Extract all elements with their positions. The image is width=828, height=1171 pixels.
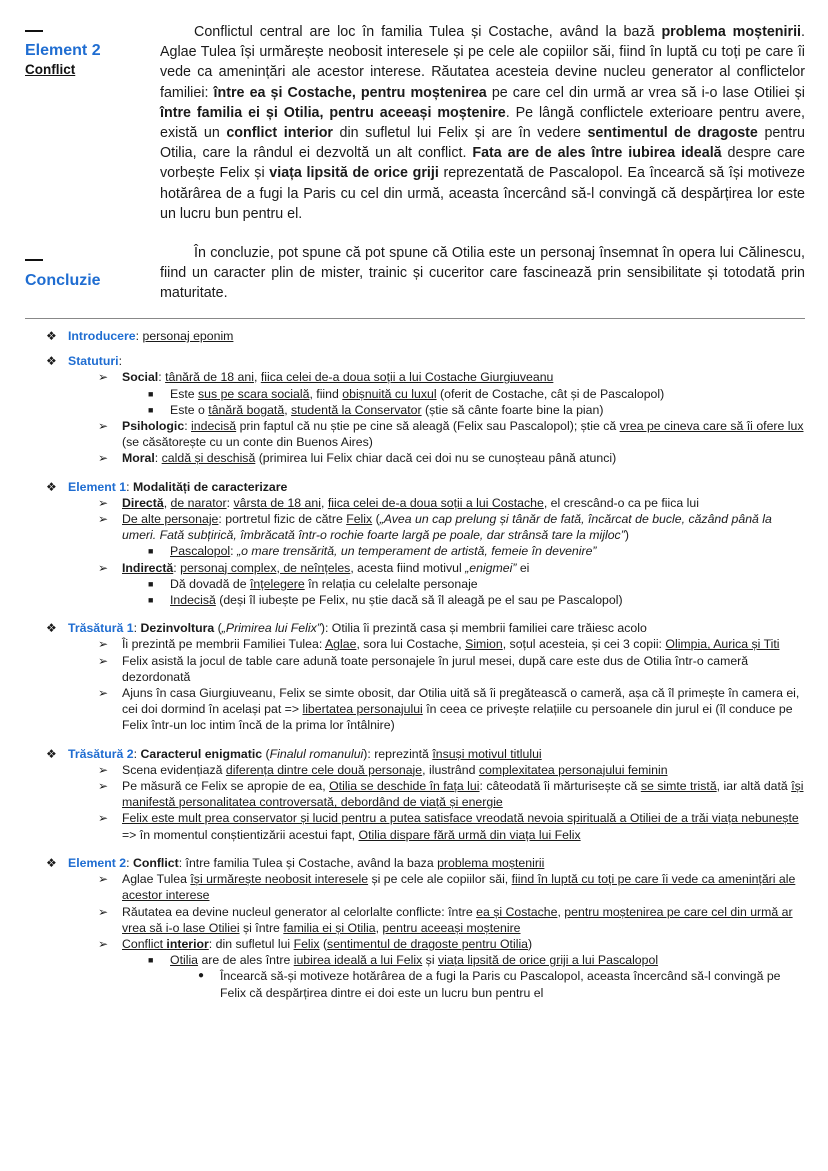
outline-text: însuși motivul titlului [432, 746, 542, 761]
outline-text: și între [239, 920, 284, 935]
outline-text: Modalități de caracterizare [132, 479, 288, 494]
paragraph-text: În concluzie, pot spune că pot spune că Otilia este un personaj însemnat în opera lui Călinescu, fiind un caracter plin de mister, trainic și cuceritor care fascinează prin sensibilitate și totodată prin maturitate. [160, 245, 805, 302]
outline-text: Moral [122, 451, 155, 466]
outline-item-level-0 [46, 353, 808, 369]
bold-text: între familia ei și Otilia, pentru aceeași moștenire [160, 104, 506, 121]
outline-text: Introducere [68, 329, 136, 343]
outline-item-level-1 [98, 450, 808, 466]
outline-text: complexitatea personajului feminin [478, 762, 668, 777]
bullet-icon: ■ [148, 595, 154, 606]
outline-text: iubirea ideală a lui Felix [293, 953, 423, 968]
bullet-icon: ➢ [98, 762, 109, 777]
bullet-icon: ➢ [98, 936, 109, 951]
outline-text: Directă [122, 495, 164, 510]
bullet-icon: ❖ [46, 746, 57, 761]
outline-text: personaj eponim [142, 329, 234, 343]
outline-text: : [126, 855, 133, 870]
outline-item-level-2 [148, 592, 800, 608]
outline-item-level-2 [148, 576, 800, 592]
outline-text: înțelegere [250, 576, 305, 591]
outline-text: Trăsătură 1 [68, 621, 134, 636]
outline-text: Încearcă să-și motiveze hotărârea de a fugi la Paris cu Pascalopol, aceasta încercând să-l convingă pe Felix că despărțirea dintre ei doi este un lucru bun pentru el [220, 969, 781, 1000]
outline-text: : [133, 746, 141, 761]
outline-text: Felix este mult prea conservator și lucid pentru a putea satisface vreodată nevoia spirituală a Otiliei de a trăi viața nebunește [122, 811, 799, 826]
section-label: Concluzie [25, 272, 101, 289]
outline-text: în ceea ce privește relațiile cu persoanele din jurul ei (îl conduce pe Felix într-un loc intim încă de la prima lor întâlnire) [122, 702, 793, 733]
bullet-icon: ➢ [98, 512, 109, 527]
outline-text: : [154, 451, 162, 466]
outline-item-level-1 [98, 778, 808, 810]
outline-text: : [226, 495, 234, 510]
outline-text: își urmărește neobosit interesele [190, 872, 369, 887]
paragraph-text: reprezentată de Pascalopol. Ea încearcă să își motiveze hotărârea de a fugi la Paris cu cel din urmă, aceasta încercând să-l convingă că despărțirea lor este un lucru bun pentru el. [160, 165, 805, 222]
bullet-icon: ➢ [98, 419, 109, 434]
outline-text: ei [516, 560, 530, 575]
outline-text: Indecisă [170, 593, 216, 608]
outline-text: Pascalopol [170, 544, 231, 559]
outline-text: : [184, 419, 192, 434]
outline-text: studentă la Conservator [291, 402, 422, 417]
outline-text: vârsta de 18 ani [233, 495, 321, 510]
bullet-icon: ➢ [98, 811, 109, 826]
outline-item-level-0 [46, 746, 808, 762]
outline-item-level-1 [98, 871, 808, 903]
bullet-icon: ➢ [98, 904, 109, 919]
bold-text: între ea și Costache, pentru moștenirea [213, 84, 487, 101]
outline-text: prin faptul că nu știe pe cine să aleagă (Felix sau Pascalopol); știe că [236, 419, 620, 434]
outline-text: ): Otilia îi prezintă casa și membrii familiei care trăiesc acolo [320, 621, 647, 636]
outline-text: ): reprezintă [363, 746, 433, 761]
bullet-icon: ❖ [46, 855, 57, 870]
outline-text: sus pe scara socială [198, 386, 310, 401]
outline-text: ( [262, 746, 270, 761]
outline-text: , fiind [309, 386, 343, 401]
outline-text: Aglae [324, 637, 357, 652]
outline-item-level-2 [148, 543, 800, 559]
bullet-icon: ■ [148, 546, 154, 557]
outline-text: : [135, 329, 143, 343]
outline-text: , [253, 370, 261, 385]
outline-text: => în momentul conștientizării acestui fapt, [122, 827, 359, 842]
outline-text: Otilia se deschide în fața lui [329, 779, 480, 794]
outline-text: Conflict [132, 855, 179, 870]
outline-text: caldă și deschisă [161, 451, 256, 466]
outline-text: (se căsătorește cu un conte din Buenos Aires) [122, 435, 373, 450]
outline-text: , soțul acesteia, și cei 3 copii: [502, 637, 666, 652]
outline-text: Psihologic [122, 419, 185, 434]
outline-text: (știe să cânte foarte bine la pian) [421, 402, 604, 417]
section-paragraph [160, 243, 805, 304]
outline-text: : portretul fizic de către [218, 512, 347, 527]
outline-notes [0, 326, 828, 1001]
outline-item-level-1 [98, 636, 808, 652]
paragraph-text: despre care vorbește Felix și [160, 145, 805, 182]
outline-text: Otilia [170, 953, 199, 968]
outline-text: ea și Costache [476, 904, 558, 919]
outline-item-level-0 [46, 620, 808, 636]
outline-text: : între familia Tulea și Costache, având la baza [178, 855, 438, 870]
outline-text: , el crescând-o ca pe fiica lui [543, 495, 699, 510]
outline-text: , [163, 495, 171, 510]
outline-text: interior [166, 936, 209, 951]
outline-text: sentimentul de dragoste pentru Otilia [327, 936, 529, 951]
outline-text: Felix [346, 512, 373, 527]
outline-text: Dă dovadă de [170, 576, 250, 591]
outline-text: (oferit de Costache, cât și de Pascalopol) [436, 386, 665, 401]
outline-text: indecisă [191, 419, 237, 434]
paragraph-text: pe care cel din urmă ar vrea să i-o lase Otiliei și [486, 84, 805, 101]
outline-text: Felix [293, 936, 320, 951]
paragraph-text: . Aglae Tulea își urmărește neobosit interesele și pe cele ale copiilor săi, fiind în luptă cu toți pe care îi vede ca amenințări ale acestor interese. Răutatea acesteia devine nucleu generator al conflictelor familiei: [160, 24, 805, 101]
outline-text: : [230, 544, 238, 559]
outline-item-level-1 [98, 762, 808, 778]
bullet-icon: ■ [148, 404, 154, 415]
bullet-icon: ■ [148, 578, 154, 589]
bullet-icon: ➢ [98, 495, 109, 510]
dash-divider [25, 30, 43, 32]
outline-text: , sora lui Costache, [356, 637, 466, 652]
outline-item-level-0 [46, 855, 808, 871]
outline-text: Otilia dispare fără urmă din viața lui Felix [358, 827, 581, 842]
outline-text: : [133, 621, 141, 636]
outline-text: : [173, 560, 181, 575]
dash-divider [25, 259, 43, 261]
paragraph-text: . Pe lângă conflictele exterioare pentru avere, există un [160, 104, 805, 142]
outline-text: Indirectă [122, 560, 174, 575]
outline-text: De alte personaje [122, 512, 219, 527]
outline-text: Dezinvoltura [140, 621, 215, 636]
outline-text: , [375, 920, 383, 935]
outline-text: Finalul romanului [269, 746, 364, 761]
outline-text: Trăsătură 2 [68, 746, 134, 761]
outline-text: vrea pe cineva care să îi ofere lux [619, 419, 804, 434]
section-label: Element 2 [25, 42, 101, 59]
outline-text: Social [122, 370, 159, 385]
bold-text: viața lipsită de orice griji [269, 165, 439, 182]
outline-text: Felix asistă la jocul de table care adună toate personajele în jurul mesei, după care este dus de Otilia într-o cameră dezordonată [122, 653, 749, 684]
outline-text: , acesta fiind motivul [350, 560, 466, 575]
outline-text: (primirea lui Felix chiar dacă cei doi nu se cunoșteau până atunci) [255, 451, 617, 466]
outline-text: își manifestă personalitatea controversată, debordând de viață și energie [122, 779, 804, 810]
outline-item-level-0 [46, 479, 808, 495]
outline-item-level-1 [98, 685, 808, 734]
outline-item-level-1 [98, 653, 808, 685]
bullet-icon: ❖ [46, 354, 57, 369]
bullet-icon: ➢ [98, 451, 109, 466]
outline-text: Olimpia, Aurica și Titi [665, 637, 780, 652]
outline-item-level-1 [98, 936, 808, 952]
outline-text: și pe cele ale copiilor săi, [368, 872, 512, 887]
paragraph-text: din sufletul lui Felix și are în vedere [333, 125, 588, 142]
outline-text: tânără bogată [208, 402, 285, 417]
outline-text: : [158, 370, 166, 385]
outline-text: tânără de 18 ani [165, 370, 254, 385]
section-sublabel: Conflict [25, 62, 76, 77]
outline-text: „Primirea lui Felix” [221, 621, 321, 636]
outline-text: Statuturi [68, 354, 119, 369]
bold-text: problema moștenirii [661, 24, 802, 40]
outline-text: Pe măsură ce Felix se apropie de ea, [122, 779, 330, 794]
bullet-icon: ■ [148, 388, 154, 399]
outline-text: se simte tristă [640, 779, 717, 794]
bullet-icon: ❖ [46, 329, 57, 343]
outline-text: Este [170, 386, 199, 401]
section-side-label [25, 259, 150, 291]
outline-text: : [126, 479, 133, 494]
outline-text: obișnuită cu luxul [342, 386, 437, 401]
outline-text: Element 1 [68, 479, 127, 494]
bold-text: Fata are de ales între iubirea ideală [472, 145, 722, 162]
outline-text: are de ales între [198, 953, 294, 968]
bullet-icon: ❖ [46, 621, 57, 636]
section-side-label [25, 30, 150, 79]
outline-item-level-1 [98, 560, 808, 576]
outline-text: de narator [170, 495, 227, 510]
outline-text: , ilustrând [422, 762, 479, 777]
paragraph-text: Conflictul central are loc în familia Tulea și Costache, având la bază [194, 24, 662, 40]
bullet-icon: ➢ [98, 653, 109, 668]
bold-text: sentimentul de dragoste [587, 125, 758, 142]
bullet-icon: ■ [148, 955, 154, 966]
outline-text: , [284, 402, 292, 417]
outline-item-level-1 [98, 495, 808, 511]
outline-item-level-1 [98, 418, 808, 450]
outline-text: ( [214, 621, 222, 636]
bullet-icon: ➢ [98, 637, 109, 652]
outline-text: Element 2 [68, 855, 127, 870]
outline-text: fiind în luptă cu toți pe care îi vede ca amenințări ale acestor interese [122, 872, 796, 903]
outline-text: Aglae Tulea [122, 872, 191, 887]
outline-text: Scena evidențiază [122, 762, 226, 777]
outline-text: și [422, 953, 438, 968]
outline-text: Ajuns în casa Giurgiuveanu, Felix se simte obosit, dar Otilia uită să îi pregătească o cameră, așa că îl primește în camera ei, cei doi dormind în același pat => [122, 686, 800, 717]
bullet-icon: ➢ [98, 779, 109, 794]
outline-text: personaj complex, de neînțeles [180, 560, 351, 575]
outline-item-level-3 [198, 968, 800, 1000]
outline-text: Simion [465, 637, 503, 652]
outline-item-level-1 [98, 511, 808, 543]
outline-item-level-2 [148, 402, 800, 418]
outline-text: în relația cu celelalte personaje [304, 576, 478, 591]
outline-item-level-1 [98, 904, 808, 936]
outline-text: : [118, 354, 122, 369]
outline-text: fiica celei de-a doua soții a lui Costache Giurgiuveanu [260, 370, 554, 385]
outline-item-level-1 [98, 810, 808, 842]
bullet-icon: ➢ [98, 560, 109, 575]
outline-text: fiica celei de-a doua soții a lui Costache [327, 495, 544, 510]
outline-text: ( [372, 512, 380, 527]
section-paragraph [160, 22, 805, 224]
outline-text: , iar altă dată [716, 779, 792, 794]
outline-text: (deși îl iubește pe Felix, nu știe dacă să îl aleagă pe el sau pe Pascalopol) [215, 593, 623, 608]
outline-text: Îi prezintă pe membrii Familiei Tulea: [122, 637, 325, 652]
outline-text: viața lipsită de orice griji a lui Pascalopol [437, 953, 659, 968]
outline-text: ) [624, 528, 629, 543]
outline-text: „enigmei” [465, 560, 517, 575]
bullet-icon: ➢ [98, 686, 109, 701]
bullet-icon: ➢ [98, 370, 109, 385]
bullet-icon: ● [198, 970, 205, 982]
outline-text: „Avea un cap prelung și tânăr de fată, încărcat de bucle, căzând până la umeri. Fată subțirică, îmbrăcată într-o rochie foarte largă pe poale, dar strânsă tare la mijloc” [122, 512, 772, 543]
outline-text: , [557, 904, 565, 919]
outline-text: ( [319, 936, 328, 951]
outline-text: Caracterul enigmatic [140, 746, 263, 761]
paragraph-text: pentru Otilia, care la rândul ei dezvoltă un alt conflict. [160, 125, 805, 162]
outline-text: familia ei și Otilia [283, 920, 376, 935]
outline-item-level-2 [148, 952, 800, 968]
outline-item-level-2 [148, 386, 800, 402]
outline-text: Este o [170, 402, 209, 417]
outline-text: pentru moștenirea pe care cel din urmă ar vrea să i-o lase Otiliei [122, 904, 793, 935]
outline-item-level-1 [98, 369, 808, 385]
bullet-icon: ➢ [98, 872, 109, 887]
outline-text: libertatea personajului [302, 702, 423, 717]
outline-text: : câteodată îi mărturisește că [479, 779, 641, 794]
outline-text: , [320, 495, 328, 510]
outline-text: Răutatea ea devine nucleul generator al celorlalte conflicte: între [122, 904, 477, 919]
outline-text: problema moștenirii [437, 855, 545, 870]
outline-text: Conflict [122, 936, 167, 951]
outline-text: : din sufletul lui [208, 936, 294, 951]
outline-item-level-0 [46, 328, 808, 344]
bold-text: conflict interior [226, 125, 333, 142]
bullet-icon: ❖ [46, 479, 57, 494]
horizontal-rule [25, 318, 805, 319]
outline-text: „o mare trensărită, un temperament de artistă, femeie în devenire” [237, 544, 597, 559]
outline-text: diferența dintre cele două personaje [225, 762, 423, 777]
outline-text: pentru aceeași moștenire [382, 920, 521, 935]
outline-text: ) [528, 936, 533, 951]
